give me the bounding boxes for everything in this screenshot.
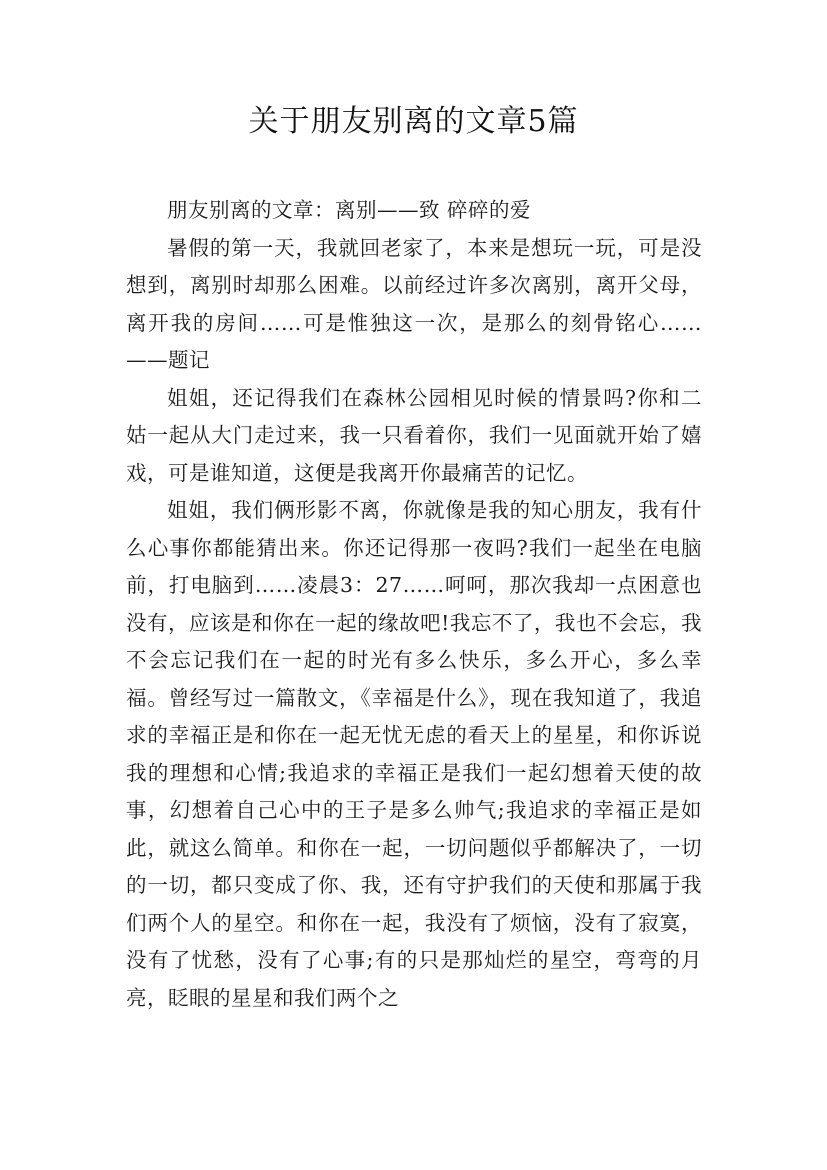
section-heading: 朋友别离的文章：离别——致 碎碎的爱 bbox=[167, 198, 532, 222]
document-title: 关于朋友别离的文章5篇 bbox=[248, 104, 579, 139]
paragraph-1: 暑假的第一天，我就回老家了，本来是想玩一玩，可是没想到，离别时却那么困难。以前经过许多次离别，离开父母，离开我的房间……可是惟独这一次，是那么的刻骨铭心……——题记 bbox=[126, 235, 702, 372]
document-body bbox=[126, 192, 702, 1017]
paragraph-2: 姐姐，还记得我们在森林公园相见时候的情景吗?你和二姑一起从大门走过来，我一只看着你，我们一见面就开始了嬉戏，可是谁知道，这便是我离开你最痛苦的记忆。 bbox=[126, 385, 702, 485]
paragraph-3: 姐姐，我们俩形影不离，你就像是我的知心朋友，我有什么心事你都能猜出来。你还记得那一夜吗?我们一起坐在电脑前，打电脑到……凌晨3：27……呵呵，那次我却一点困意也没有，应该是和你在一起的缘故吧!我忘不了，我也不会忘，我不会忘记我们在一起的时光有多么快乐，多么开心，多么幸福。曾经写过一篇散文，《幸福是什么》，现在我知道了，我追求的幸福正是和你在一起无忧无虑的看天上的星星，和你诉说我的理想和心情;我追求的幸福正是我们一起幻想着天使的故事，幻想着自己心中的王子是多么帅气;我追求的幸福正是如此，就这么简单。和你在一起，一切问题似乎都解决了，一切的一切，都只变成了你、我，还有守护我们的天使和那属于我们两个人的星空。和你在一起，我没有了烦恼，没有了寂寞，没有了忧愁，没有了心事;有的只是那灿烂的星空，弯弯的月亮，眨眼的星星和我们两个之 bbox=[126, 498, 702, 1010]
